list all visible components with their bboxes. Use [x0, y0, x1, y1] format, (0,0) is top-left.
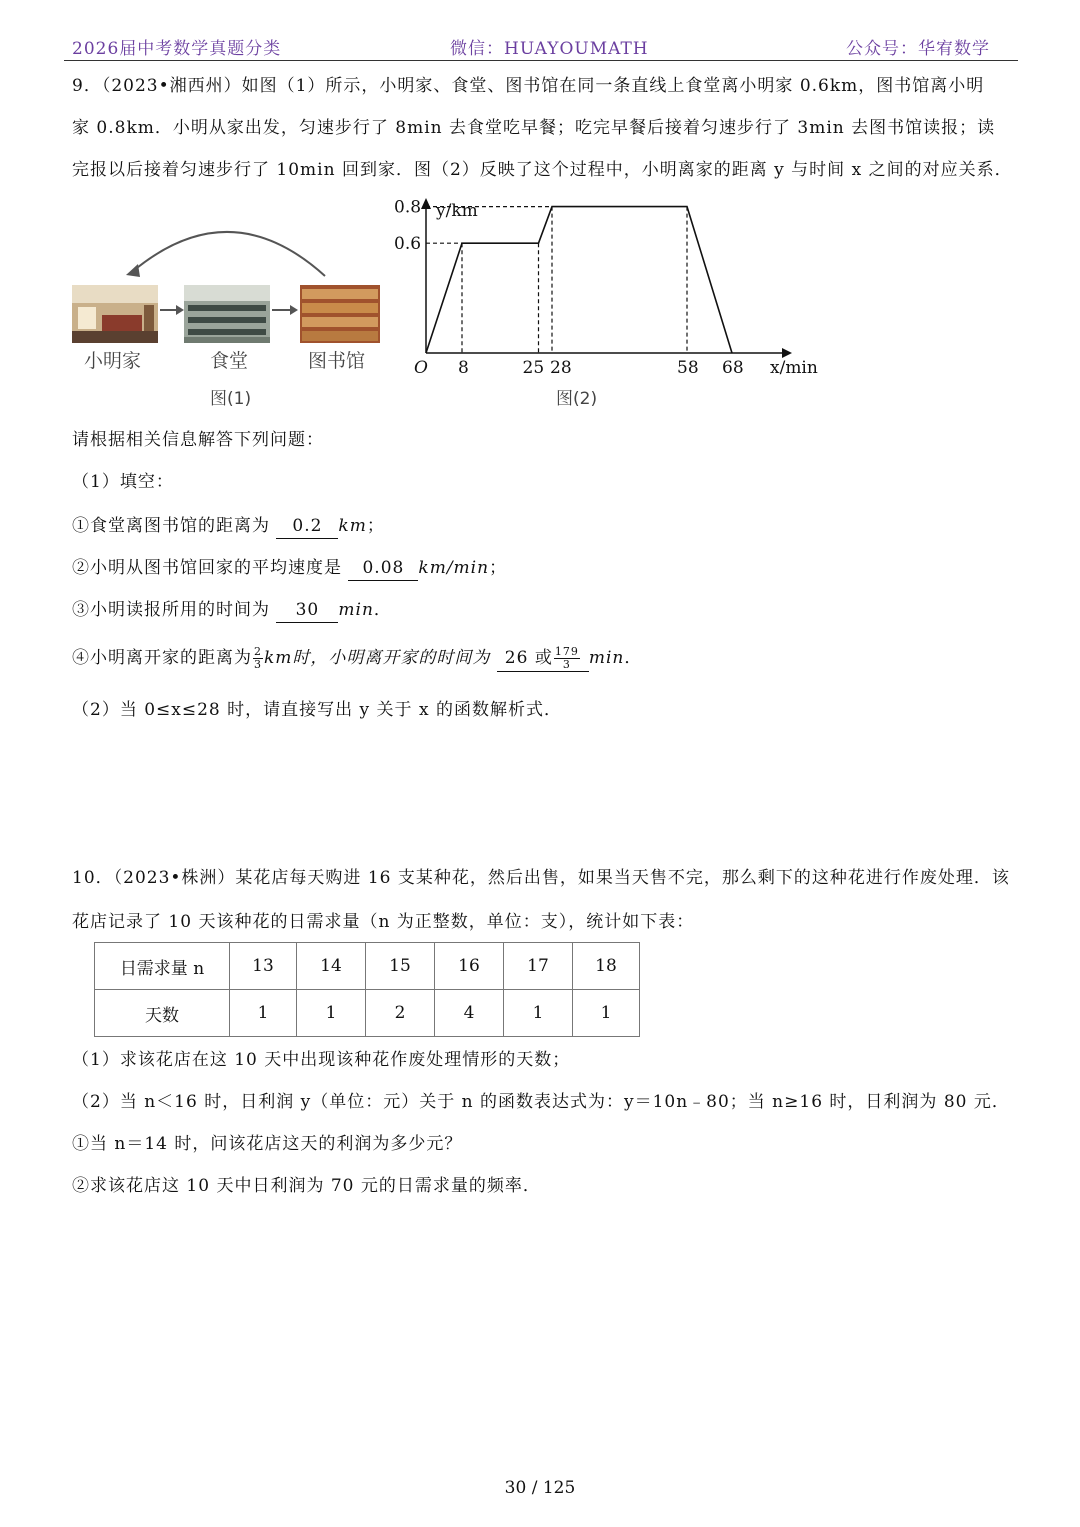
x-tick-label: 58 [677, 358, 699, 378]
header-rule [64, 60, 1018, 61]
q9-intro: 请根据相关信息解答下列问题： [72, 430, 324, 450]
x-axis-label: x/min [770, 358, 818, 378]
answer-4: 26 或 $\frac{179}{3}$ [497, 646, 589, 672]
label-home: 小明家 [84, 350, 142, 372]
q9-part1-title: （1）填空： [72, 472, 174, 492]
library-photo [300, 285, 380, 343]
table-cell: 1 [573, 990, 640, 1037]
home-photo [72, 285, 158, 343]
page-number: 30 / 125 [504, 1478, 576, 1498]
arrow-right-icon [272, 303, 298, 317]
arrow-right-icon [160, 303, 184, 317]
y-axis-label: y/km [436, 201, 478, 221]
q10-part2a: ①当 n＝14 时，问该花店这天的利润为多少元？ [72, 1134, 463, 1154]
table-cell: 2 [366, 990, 435, 1037]
distance-time-chart [390, 196, 830, 386]
q9-blank3: ③小明读报所用的时间为 30 min． [72, 598, 392, 623]
table-cell: 15 [366, 943, 435, 990]
table-cell: 13 [230, 943, 297, 990]
fig2-caption: 图(2) [556, 389, 598, 409]
q9-blank1: ①食堂离图书馆的距离为 0.2 km； [72, 514, 385, 539]
q10-part1: （1）求该花店在这 10 天中出现该种花作废处理情形的天数； [72, 1050, 571, 1070]
fig1-caption: 图(1) [210, 389, 252, 409]
demand-table [94, 942, 640, 1037]
table-row [95, 990, 640, 1037]
q9-line2: 家 0.8km．小明从家出发，匀速步行了 8min 去食堂吃早餐；吃完早餐后接着匀速步行了 3min 去图书馆读报；读 [72, 118, 996, 138]
header-right: 公众号：华宥数学 [846, 39, 990, 59]
x-tick-label: 25 [522, 358, 545, 378]
q9-line1: 9．（2023•湘西州）如图（1）所示，小明家、食堂、图书馆在同一条直线上食堂离小明家 0.6km，图书馆离小明 [72, 76, 985, 96]
answer-3: 30 [276, 598, 338, 623]
table-cell: 1 [504, 990, 573, 1037]
x-tick-label: 68 [722, 358, 744, 378]
q10-part2b: ②求该花店这 10 天中日利润为 70 元的日需求量的频率． [72, 1176, 541, 1196]
q9-line3: 完报以后接着匀速步行了 10min 回到家．图（2）反映了这个过程中，小明离家的距离 y 与时间 x 之间的对应关系． [72, 160, 1013, 180]
series-line [426, 207, 732, 353]
q9-blank2: ②小明从图书馆回家的平均速度是 0.08 km/min； [72, 556, 507, 581]
table-cell: 17 [504, 943, 573, 990]
x-tick-label: 8 [458, 358, 469, 378]
table-row [95, 943, 640, 990]
q9-part2: （2）当 0≤x≤28 时，请直接写出 y 关于 x 的函数解析式． [72, 700, 562, 720]
fraction-2-3: $\frac{2}{3}$ [254, 645, 262, 671]
q10-line1: 10．（2023•株洲）某花店每天购进 16 支某种花，然后出售，如果当天售不完，那么剩下的这种花进行作废处理．该 [72, 868, 1010, 888]
origin-label: O [414, 358, 428, 378]
label-library: 图书馆 [308, 350, 366, 372]
label-canteen: 食堂 [210, 350, 249, 372]
table-cell: 1 [297, 990, 366, 1037]
x-tick-label: 28 [550, 358, 572, 378]
fig1-arc [110, 220, 340, 290]
x-axis-arrow [782, 348, 792, 358]
answer-1: 0.2 [276, 514, 338, 539]
row-header: 日需求量 n [95, 943, 230, 990]
table-cell: 1 [230, 990, 297, 1037]
y-axis-arrow [421, 198, 431, 209]
row-header: 天数 [95, 990, 230, 1037]
answer-2: 0.08 [348, 556, 418, 581]
q9-blank4: ④小明离开家的距离为 $\frac{2}{3}$ km时，小明离开家的时间为 26 或 $\frac{179}{3}$ min． [72, 645, 643, 671]
q10-part2: （2）当 n＜16 时，日利润 y（单位：元）关于 n 的函数表达式为：y＝10n﹣80；当 n≥16 时，日利润为 80 元． [72, 1092, 1010, 1112]
y-tick-label: 0.6 [394, 234, 422, 255]
header-center: 微信：HUAYOUMATH [450, 39, 649, 59]
y-tick-label: 0.8 [394, 197, 422, 218]
table-cell: 18 [573, 943, 640, 990]
table-cell: 14 [297, 943, 366, 990]
table-cell: 4 [435, 990, 504, 1037]
table-cell: 16 [435, 943, 504, 990]
canteen-photo [184, 285, 270, 343]
fraction-179-3: $\frac{179}{3}$ [554, 645, 579, 671]
header-left: 2026届中考数学真题分类 [72, 39, 282, 59]
q10-line2: 花店记录了 10 天该种花的日需求量（n 为正整数，单位：支），统计如下表： [72, 912, 695, 932]
